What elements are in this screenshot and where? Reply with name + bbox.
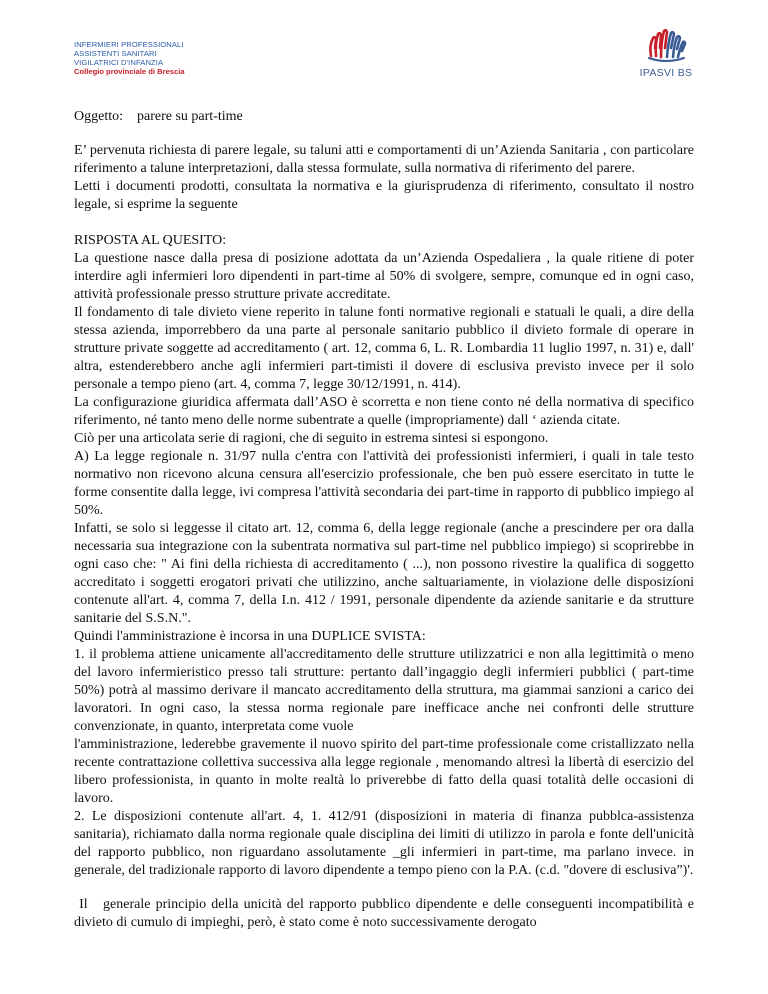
spacer (74, 880, 694, 896)
answer-paragraph-10: 2. Le disposizioni contenute all'art. 4, 1. 412/91 (disposizioni in materia di finanza pubblca-assistenza sanitaria), richiamato dalla norma regionale quale disciplina dei limiti di utilizzo in parola e fonte dell'unicità del rapporto pubblico, non riguardano assolutamente _gli infermieri in part-time, ma parlano invece. in generale, del tradizionale rapporto di lavoro dipendente a tempo pieno con la P.A. (c.d. "dovere di esclusiva”)'. (74, 809, 694, 878)
answer-paragraph-7: Quindi l'amministrazione è incorsa in una DUPLICE SVISTA: (74, 629, 426, 644)
answer-paragraph-2: Il fondamento di tale divieto viene reperito in talune fonti normative regionali e statuali le quali, a dire della stessa azienda, imporrebbero da una parte al personale sanitario pubblico il divieto formale di operare in strutture private soggette ad accreditamento ( art. 12, comma 6, L. R. Lombardia 11 luglio 1997, n. 31) e, dall' altra, estenderebbero anche agli infermieri part-timisti il dovere di esclusiva previsto invece per il solo personale a tempo pieno (art. 4, comma 7, legge 30/12/1991, n. 414). (74, 305, 694, 392)
logo-text: IPASVI BS (639, 67, 693, 79)
letter-body (74, 108, 698, 932)
org-line-3: VIGILATRICI D'INFANZIA (74, 58, 164, 67)
intro-paragraph-2: Letti i documenti prodotti, consultata la normativa e la giurisprudenza di riferimento, consultato il nostro legale, si esprime la seguente (74, 179, 694, 212)
final-paragraph: Il generale principio della unicità del rapporto pubblico dipendente e delle conseguenti incompatibilità e divieto di cumulo di impieghi, però, è stato come è noto successivamente derogato (74, 897, 698, 930)
subject-text: parere su part-time (137, 109, 243, 124)
ipasvi-logo (636, 28, 696, 84)
org-subtitle: Collegio provinciale di Brescia (74, 67, 185, 76)
hands-logo-icon (643, 28, 689, 64)
answer-paragraph-3: La configurazione giuridica affermata dall’ASO è scorretta e non tiene conto né della normativa di specifico riferimento, né tanto meno delle norme subentrate a quelle (impropriamente) dall ‘ azienda citate. (74, 395, 694, 428)
answer-title: RISPOSTA AL QUESITO: (74, 233, 227, 248)
org-line-1: INFERMIERI PROFESSIONALI (74, 40, 184, 49)
org-line-2: ASSISTENTI SANITARI (74, 49, 157, 58)
answer-paragraph-8: 1. il problema attiene unicamente all'accreditamento delle strutture utilizzatrici e non alla legittimità o meno del lavoro infermieristico presso tali strutture: pertanto dall’ingaggio degli infermieri pubblici ( part-time 50%) potrà al massimo derivare il mancato accreditamento della struttura, ma giammai sanzioni a carico dei lavoratori. In ogni caso, la stessa norma regionale pare inefficace anche nei confronti delle strutture convenzionate, in quanto, interpretata come vuole (74, 647, 694, 734)
answer-paragraph-6: Infatti, se solo si leggesse il citato art. 12, comma 6, della legge regionale (anche a prescindere per ora dalla necessaria sua integrazione con la subentrata normativa sul part-time nel pubblico impiego) si scoprirebbe in ogni caso che: " Ai fini della richiesta di accreditamento ( ...), non possono rivestire la qualifica di soggetto accreditato i soggetti erogatori privati che utilizzino, anche saltuariamente, in violazione delle disposizíoni contenute all'art. 4, comma 7, della I.n. 412 / 1991, personale dipendente da aziende sanitarie e da strutture sanitarie del S.S.N.". (74, 521, 694, 626)
letterhead (74, 40, 185, 76)
answer-paragraph-1: La questione nasce dalla presa di posizione adottata da un’Azienda Ospedaliera , la quale ritiene di poter interdire agli infermieri loro dipendenti in part-time al 50% di svolgere, sempre, comunque ed in ogni caso, attività professionale presso strutture private accreditate. (74, 251, 694, 302)
intro-paragraph-1: E’ pervenuta richiesta di parere legale, su taluni atti e comportamenti di un’Azienda Sanitaria , con particolare riferimento a talune interpretazioni, dalla stessa formulate, sulla normativa di riferimento del parere. (74, 143, 694, 176)
answer-paragraph-9: l'amministrazione, lederebbe gravemente il nuovo spirito del part-time professionale come cristallizzato nella recente contrattazione collettiva successiva alla legge regionale , menomando altresì la libertà di esercizio del libero professionista, in quanto in molte realtà lo priverebbe di fatto della quasi totalità delle occasioni di lavoro. (74, 737, 694, 806)
spacer (74, 214, 694, 232)
subject-label: Oggetto: (74, 109, 123, 124)
answer-paragraph-4: Ciò per una articolata serie di ragioni, che di seguito in estrema sintesi si espongono. (74, 431, 549, 446)
subject-line (74, 108, 694, 126)
answer-paragraph-5: A) La legge regionale n. 31/97 nulla c'entra con l'attività dei professionisti infermieri, i quali in tale testo normativo non ricevono alcuna censura all'esercizio professionale, che ben può essere esercitato in tutte le forme consentite dalla legge, ivi compresa l'attività secondaria dei part-time in rapporto di pubblico impiego al 50%. (74, 449, 694, 518)
